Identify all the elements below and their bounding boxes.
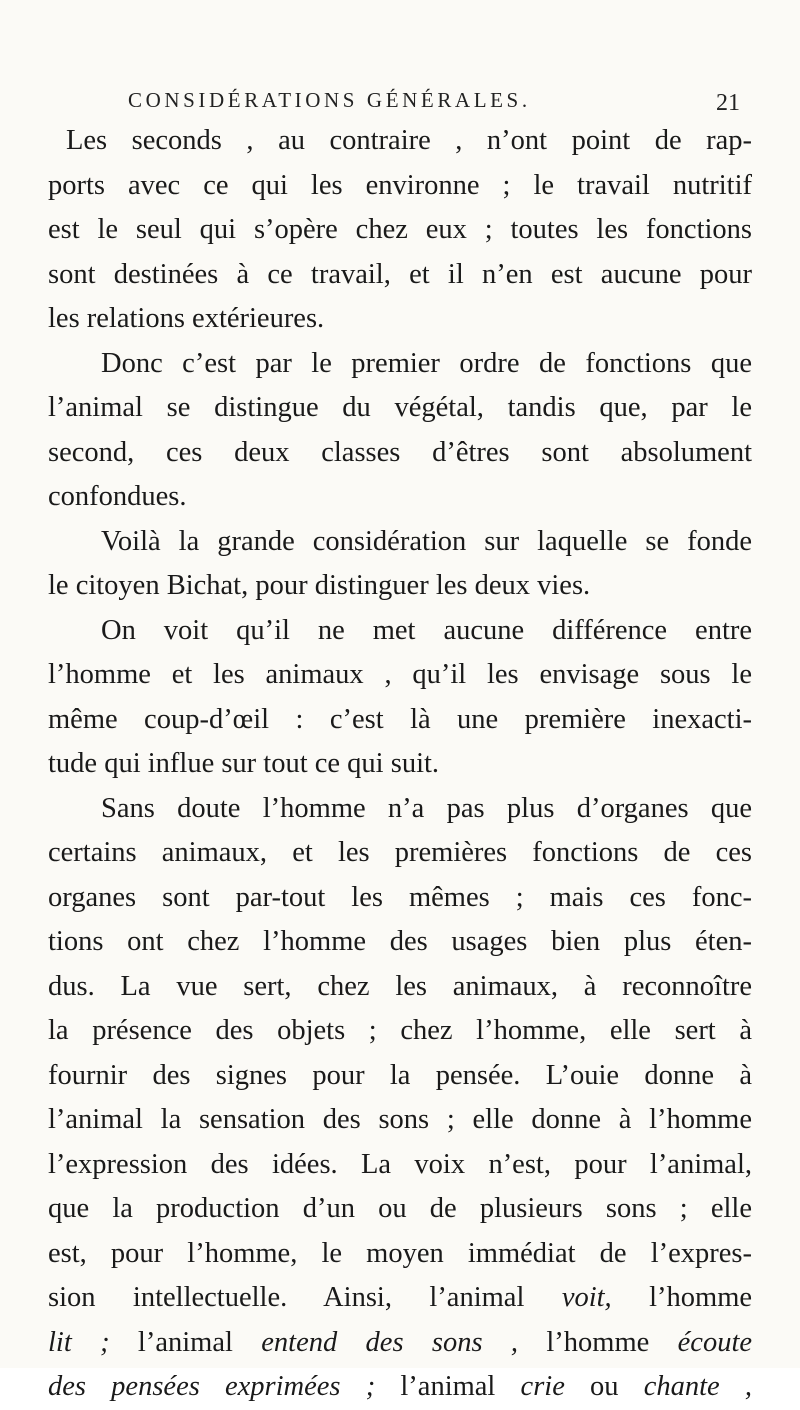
text-line: l’animal la sensation des sons ; elle donne à l’homme bbox=[48, 1104, 752, 1135]
text-line: tude qui influe sur tout ce qui suit. bbox=[48, 748, 440, 779]
italic-word: voit, bbox=[561, 1282, 612, 1313]
text-line: sont destinées à ce travail, et il n’en est aucune pour bbox=[48, 258, 752, 290]
italic-word: lit ; bbox=[48, 1326, 110, 1358]
line-text: l’homme bbox=[611, 1282, 753, 1313]
text-line: est le seul qui s’opère chez eux ; toutes les fonctions bbox=[48, 214, 752, 245]
text-line: l’animal se distingue du végétal, tandis que, par le bbox=[48, 392, 752, 423]
text-line: Les seconds , au contraire , n’ont point de rap- bbox=[66, 125, 752, 156]
text-line: Voilà la grande considération sur laquelle se fonde bbox=[101, 525, 752, 557]
text-line: organes sont par-tout les mêmes ; mais ces fonc- bbox=[48, 881, 752, 913]
text-line: la présence des objets ; chez l’homme, elle sert à bbox=[48, 1015, 752, 1046]
italic-phrase: entend des sons , bbox=[261, 1326, 519, 1358]
text-line: même coup-d’œil : c’est là une première inexacti- bbox=[48, 703, 752, 735]
text-line: l’expression des idées. La voix n’est, pour l’animal, bbox=[48, 1148, 752, 1180]
line-text: l’homme bbox=[518, 1326, 678, 1358]
text-line: tions ont chez l’homme des usages bien plus éten- bbox=[48, 926, 752, 957]
text-line: second, ces deux classes d’êtres sont absolument bbox=[48, 436, 752, 468]
line-text: sion intellectuelle. Ainsi, l’animal bbox=[48, 1282, 525, 1313]
running-head bbox=[128, 84, 740, 118]
line-text: l’animal bbox=[109, 1326, 262, 1358]
text-line: le citoyen Bichat, pour distinguer les deux vies. bbox=[48, 570, 591, 601]
text-line: On voit qu’il ne met aucune différence entre bbox=[101, 614, 752, 646]
text-line-mixed bbox=[48, 1321, 752, 1366]
text-line: fournir des signes pour la pensée. L’ouie donne à bbox=[48, 1059, 752, 1091]
page-number: 21 bbox=[716, 90, 740, 116]
italic-word: chante , bbox=[643, 1371, 753, 1402]
text-line: Donc c’est par le premier ordre de fonctions que bbox=[101, 347, 752, 379]
text-line: l’homme et les animaux , qu’il les envisage sous le bbox=[48, 659, 752, 690]
text-line: dus. La vue sert, chez les animaux, à reconnoître bbox=[48, 970, 752, 1002]
text-line: Sans doute l’homme n’a pas plus d’organes que bbox=[101, 792, 752, 824]
running-head-title: CONSIDÉRATIONS GÉNÉRALES. bbox=[128, 88, 531, 112]
line-text: ou bbox=[564, 1371, 644, 1402]
italic-word: crie bbox=[520, 1371, 565, 1402]
text-line: ports avec ce qui les environne ; le travail nutritif bbox=[48, 169, 752, 201]
text-line-mixed bbox=[48, 1276, 752, 1321]
text-line: certains animaux, et les premières fonctions de ces bbox=[48, 837, 752, 868]
italic-phrase: des pensées exprimées ; bbox=[48, 1371, 376, 1402]
text-line: confondues. bbox=[48, 481, 187, 512]
line-text: l’animal bbox=[375, 1371, 521, 1402]
text-line: que la production d’un ou de plusieurs sons ; elle bbox=[48, 1193, 752, 1224]
italic-word: écoute bbox=[677, 1326, 753, 1358]
body-text bbox=[48, 119, 752, 1410]
text-line: est, pour l’homme, le moyen immédiat de l’expres- bbox=[48, 1237, 752, 1269]
text-line-mixed bbox=[48, 1365, 752, 1410]
text-line: les relations extérieures. bbox=[48, 303, 325, 334]
